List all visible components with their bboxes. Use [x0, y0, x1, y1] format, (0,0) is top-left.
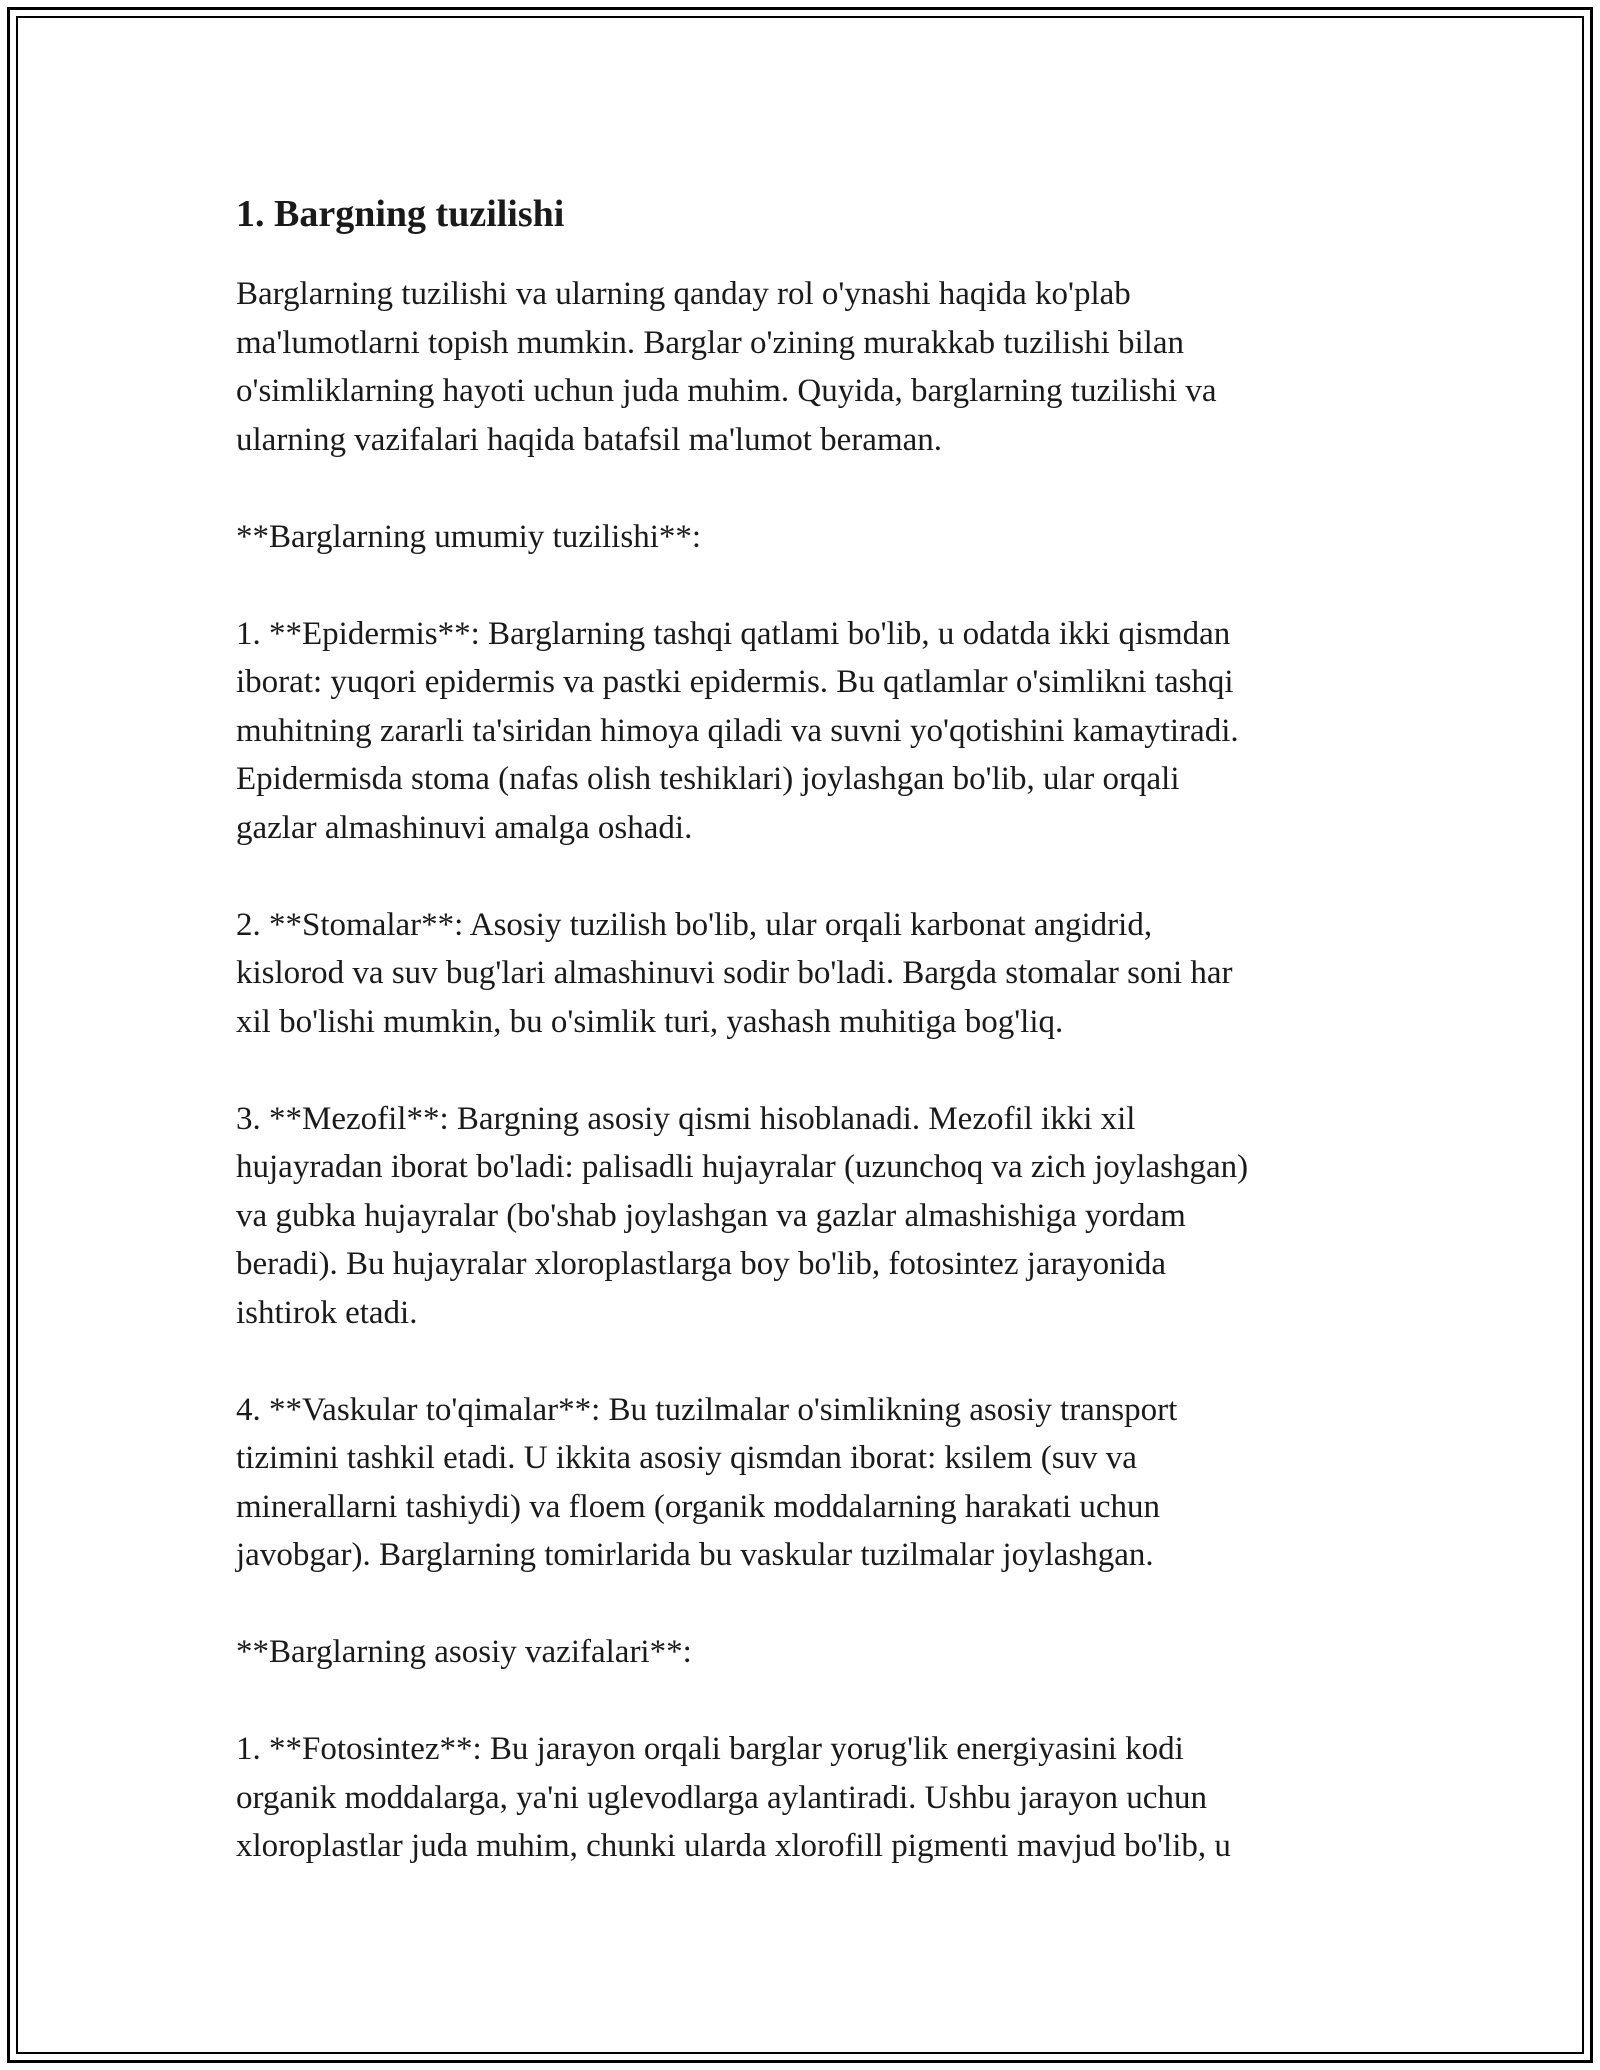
functions-subheading: **Barglarning asosiy vazifalari**: — [236, 1634, 692, 1670]
stomata-paragraph: 2. **Stomalar**: Asosiy tuzilish bo'lib, ular orqali karbonat angidrid, kislorod va suv bug'lari almashinuvi sodir bo'ladi. Bargda stomalar soni har xil bo'lishi mumkin, bu o'simlik turi, yashash muhitiga bog'liq. — [236, 906, 1233, 1040]
photosynthesis-paragraph: 1. **Fotosintez**: Bu jarayon orqali barglar yorug'lik energiyasini kodi organik moddalarga, ya'ni uglevodlarga aylantiradi. Ushbu jarayon uchun xloroplastlar juda muhim, chunki ularda xlorofill pigmenti mavjud bo'lib, u — [236, 1731, 1231, 1864]
document-body — [236, 186, 1396, 1919]
section-heading: 1. Bargning tuzilishi — [236, 193, 565, 235]
mesophyll-paragraph: 3. **Mezofil**: Bargning asosiy qismi hisoblanadi. Mezofil ikki xil hujayradan iborat bo'ladi: palisadli hujayralar (uzunchoq va zich joylashgan) va gubka hujayralar (bo'shab joylashgan va gazlar almashishiga yordam beradi). Bu hujayralar xloroplastlarga boy bo'lib, fotosintez jarayonida ishtirok etadi. — [236, 1100, 1249, 1331]
vascular-paragraph: 4. **Vaskular to'qimalar**: Bu tuzilmalar o'simlikning asosiy transport tizimini tashkil etadi. U ikkita asosiy qismdan iborat: ksilem (suv va minerallarni tashiydi) va floem (organik moddalarning harakati uchun javobgar). Barglarning tomirlarida bu vaskular tuzilmalar joylashgan. — [236, 1391, 1178, 1573]
intro-paragraph: Barglarning tuzilishi va ularning qanday rol o'ynashi haqida ko'plab ma'lumotlarni topish mumkin. Barglar o'zining murakkab tuzilishi bilan o'simliklarning hayoti uchun juda muhim. Quyida, barglarning tuzilishi va ularning vazifalari haqida batafsil ma'lumot beraman. — [236, 276, 1217, 458]
epidermis-paragraph: 1. **Epidermis**: Barglarning tashqi qatlami bo'lib, u odatda ikki qismdan iborat: yuqori epidermis va pastki epidermis. Bu qatlamlar o'simlikni tashqi muhitning zararli ta'siridan himoya qiladi va suvni yo'qotishini kamaytiradi. Epidermisda stoma (nafas olish teshiklari) joylashgan bo'lib, ular orqali gazlar almashinuvi amalga oshadi. — [236, 615, 1239, 846]
structure-subheading: **Barglarning umumiy tuzilishi**: — [236, 518, 702, 555]
